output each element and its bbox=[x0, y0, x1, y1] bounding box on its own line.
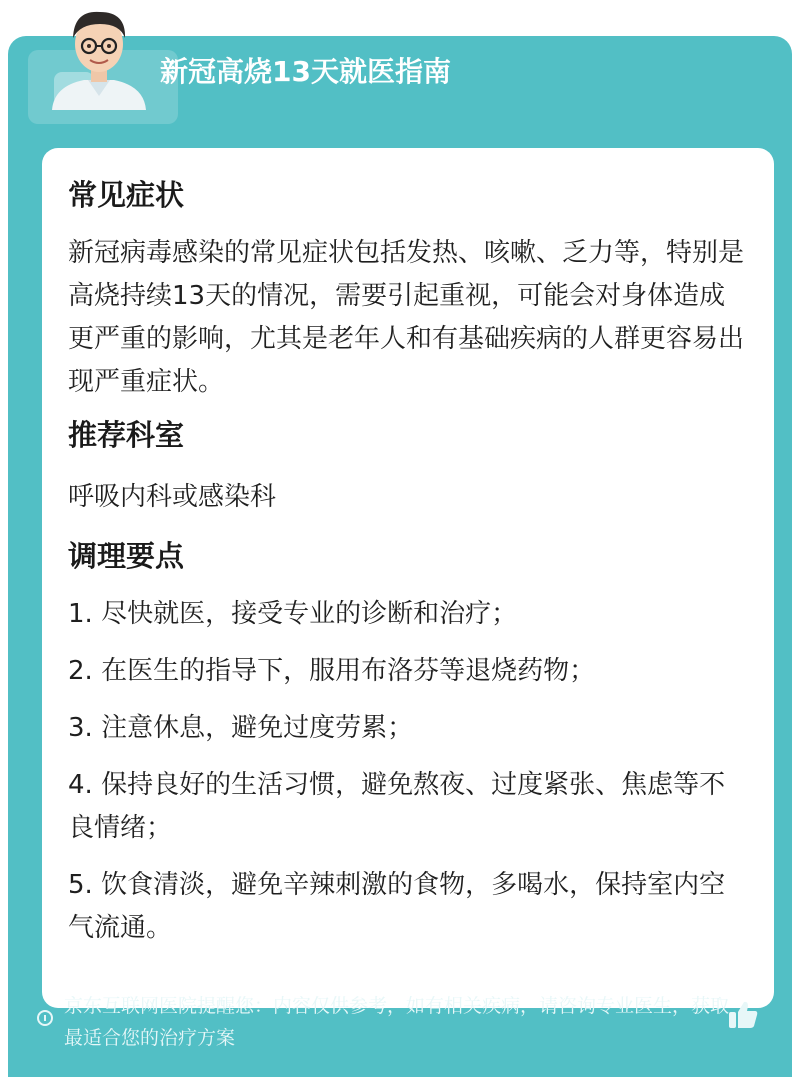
thumbs-up-icon[interactable] bbox=[726, 998, 760, 1032]
guide-card bbox=[8, 36, 792, 1077]
doctor-avatar-icon bbox=[44, 0, 154, 110]
list-item: 1. 尽快就医，接受专业的诊断和治疗； bbox=[68, 599, 518, 629]
care-list bbox=[68, 593, 748, 950]
list-item: 3. 注意休息，避免过度劳累； bbox=[68, 713, 414, 743]
list-item: 2. 在医生的指导下，服用布洛芬等退烧药物； bbox=[68, 656, 596, 686]
content-panel bbox=[42, 148, 774, 1008]
department-text: 呼吸内科或感染科 bbox=[68, 482, 277, 512]
symptoms-heading: 常见症状 bbox=[68, 178, 185, 212]
symptoms-text: 新冠病毒感染的常见症状包括发热、咳嗽、乏力等，特别是高烧持续13天的情况，需要引起重视，可能会对身体造成更严重的影响，尤其是老年人和有基础疾病的人群更容易出现严重症状。 bbox=[68, 238, 745, 397]
list-item: 5. 饮食清淡，避免辛辣刺激的食物，多喝水，保持室内空气流通。 bbox=[68, 870, 726, 943]
department-heading: 推荐科室 bbox=[68, 418, 185, 452]
footer-notice: 京东互联网医院提醒您：内容仅供参考，如有相关疾病，请咨询专业医生，获取最适合您的治疗方案 bbox=[64, 995, 730, 1049]
list-item: 4. 保持良好的生活习惯，避免熬夜、过度紧张、焦虑等不良情绪； bbox=[68, 770, 726, 843]
care-heading: 调理要点 bbox=[68, 539, 185, 573]
page-title: 新冠高烧13天就医指南 bbox=[160, 55, 451, 88]
info-icon bbox=[37, 1010, 53, 1026]
